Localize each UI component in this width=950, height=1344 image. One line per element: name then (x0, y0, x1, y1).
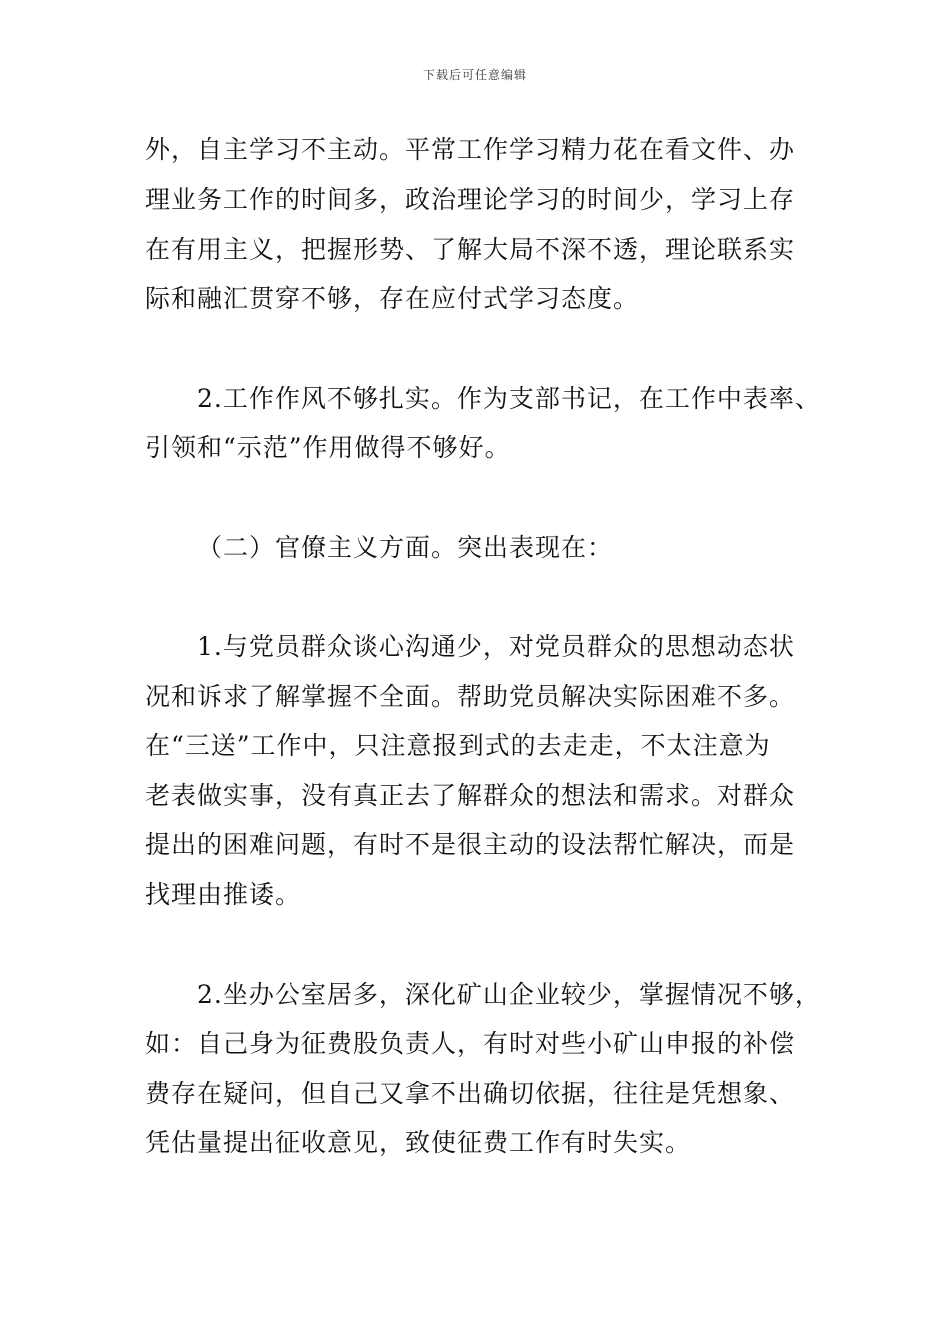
body-line: 提出的困难问题，有时不是很主动的设法帮忙解决，而是 (145, 830, 796, 859)
body-line: 际和融汇贯穿不够，存在应付式学习态度。 (145, 284, 640, 313)
body-line: 在“三送”工作中，只注意报到式的去走走，不太注意为 (145, 731, 771, 760)
body-line: 2.工作作风不够扎实。作为支部书记，在工作中表率、 (197, 384, 821, 413)
body-line: 理业务工作的时间多，政治理论学习的时间少，学习上存 (145, 185, 796, 214)
header-note: 下载后可任意编辑 (422, 68, 527, 82)
body-line: 2.坐办公室居多，深化矿山企业较少，掌握情况不够， (197, 980, 821, 1009)
body-line: 外，自主学习不主动。平常工作学习精力花在看文件、办 (145, 135, 796, 164)
body-line: 1.与党员群众谈心沟通少，对党员群众的思想动态状 (197, 632, 795, 661)
body-line: 费存在疑问，但自己又拿不出确切依据，往往是凭想象、 (145, 1079, 796, 1108)
body-line: 如：自己身为征费股负责人，有时对些小矿山申报的补偿 (145, 1029, 796, 1058)
body-line: 凭估量提出征收意见，致使征费工作有时失实。 (145, 1128, 692, 1157)
body-line: 况和诉求了解掌握不全面。帮助党员解决实际困难不多。 (145, 682, 796, 711)
body-line: 老表做实事，没有真正去了解群众的想法和需求。对群众 (145, 781, 796, 810)
section-heading: （二）官僚主义方面。突出表现在： (197, 533, 614, 562)
body-line: 引领和“示范”作用做得不够好。 (145, 433, 511, 462)
body-line: 在有用主义，把握形势、了解大局不深不透，理论联系实 (145, 235, 796, 264)
body-line: 找理由推诿。 (145, 880, 302, 909)
